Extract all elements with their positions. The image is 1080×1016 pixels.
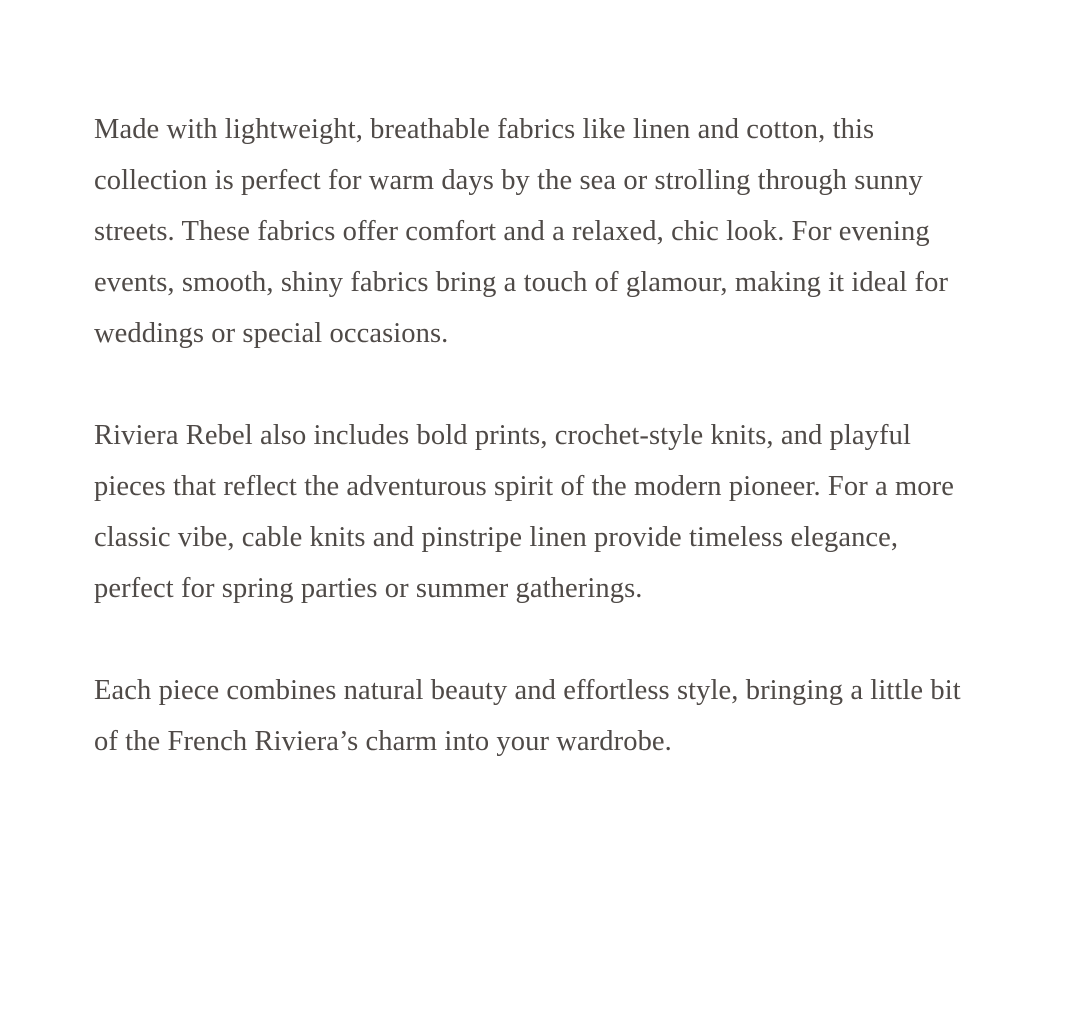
paragraph-prints-and-knits: Riviera Rebel also includes bold prints, crochet-style knits, and playful pieces that reflect the adventurous spirit of the modern pioneer. For a more classic vibe, cable knits and pinstripe linen provide timeless elegance, perfect for spring parties or summer gatherings. — [94, 420, 954, 604]
article-body — [94, 104, 974, 767]
paragraph-closing: Each piece combines natural beauty and effortless style, bringing a little bit of the French Riviera’s charm into your wardrobe. — [94, 675, 961, 757]
paragraph-fabrics: Made with lightweight, breathable fabrics like linen and cotton, this collection is perfect for warm days by the sea or strolling through sunny streets. These fabrics offer comfort and a relaxed, chic look. For evening events, smooth, shiny fabrics bring a touch of glamour, making it ideal for weddings or special occasions. — [94, 114, 949, 349]
